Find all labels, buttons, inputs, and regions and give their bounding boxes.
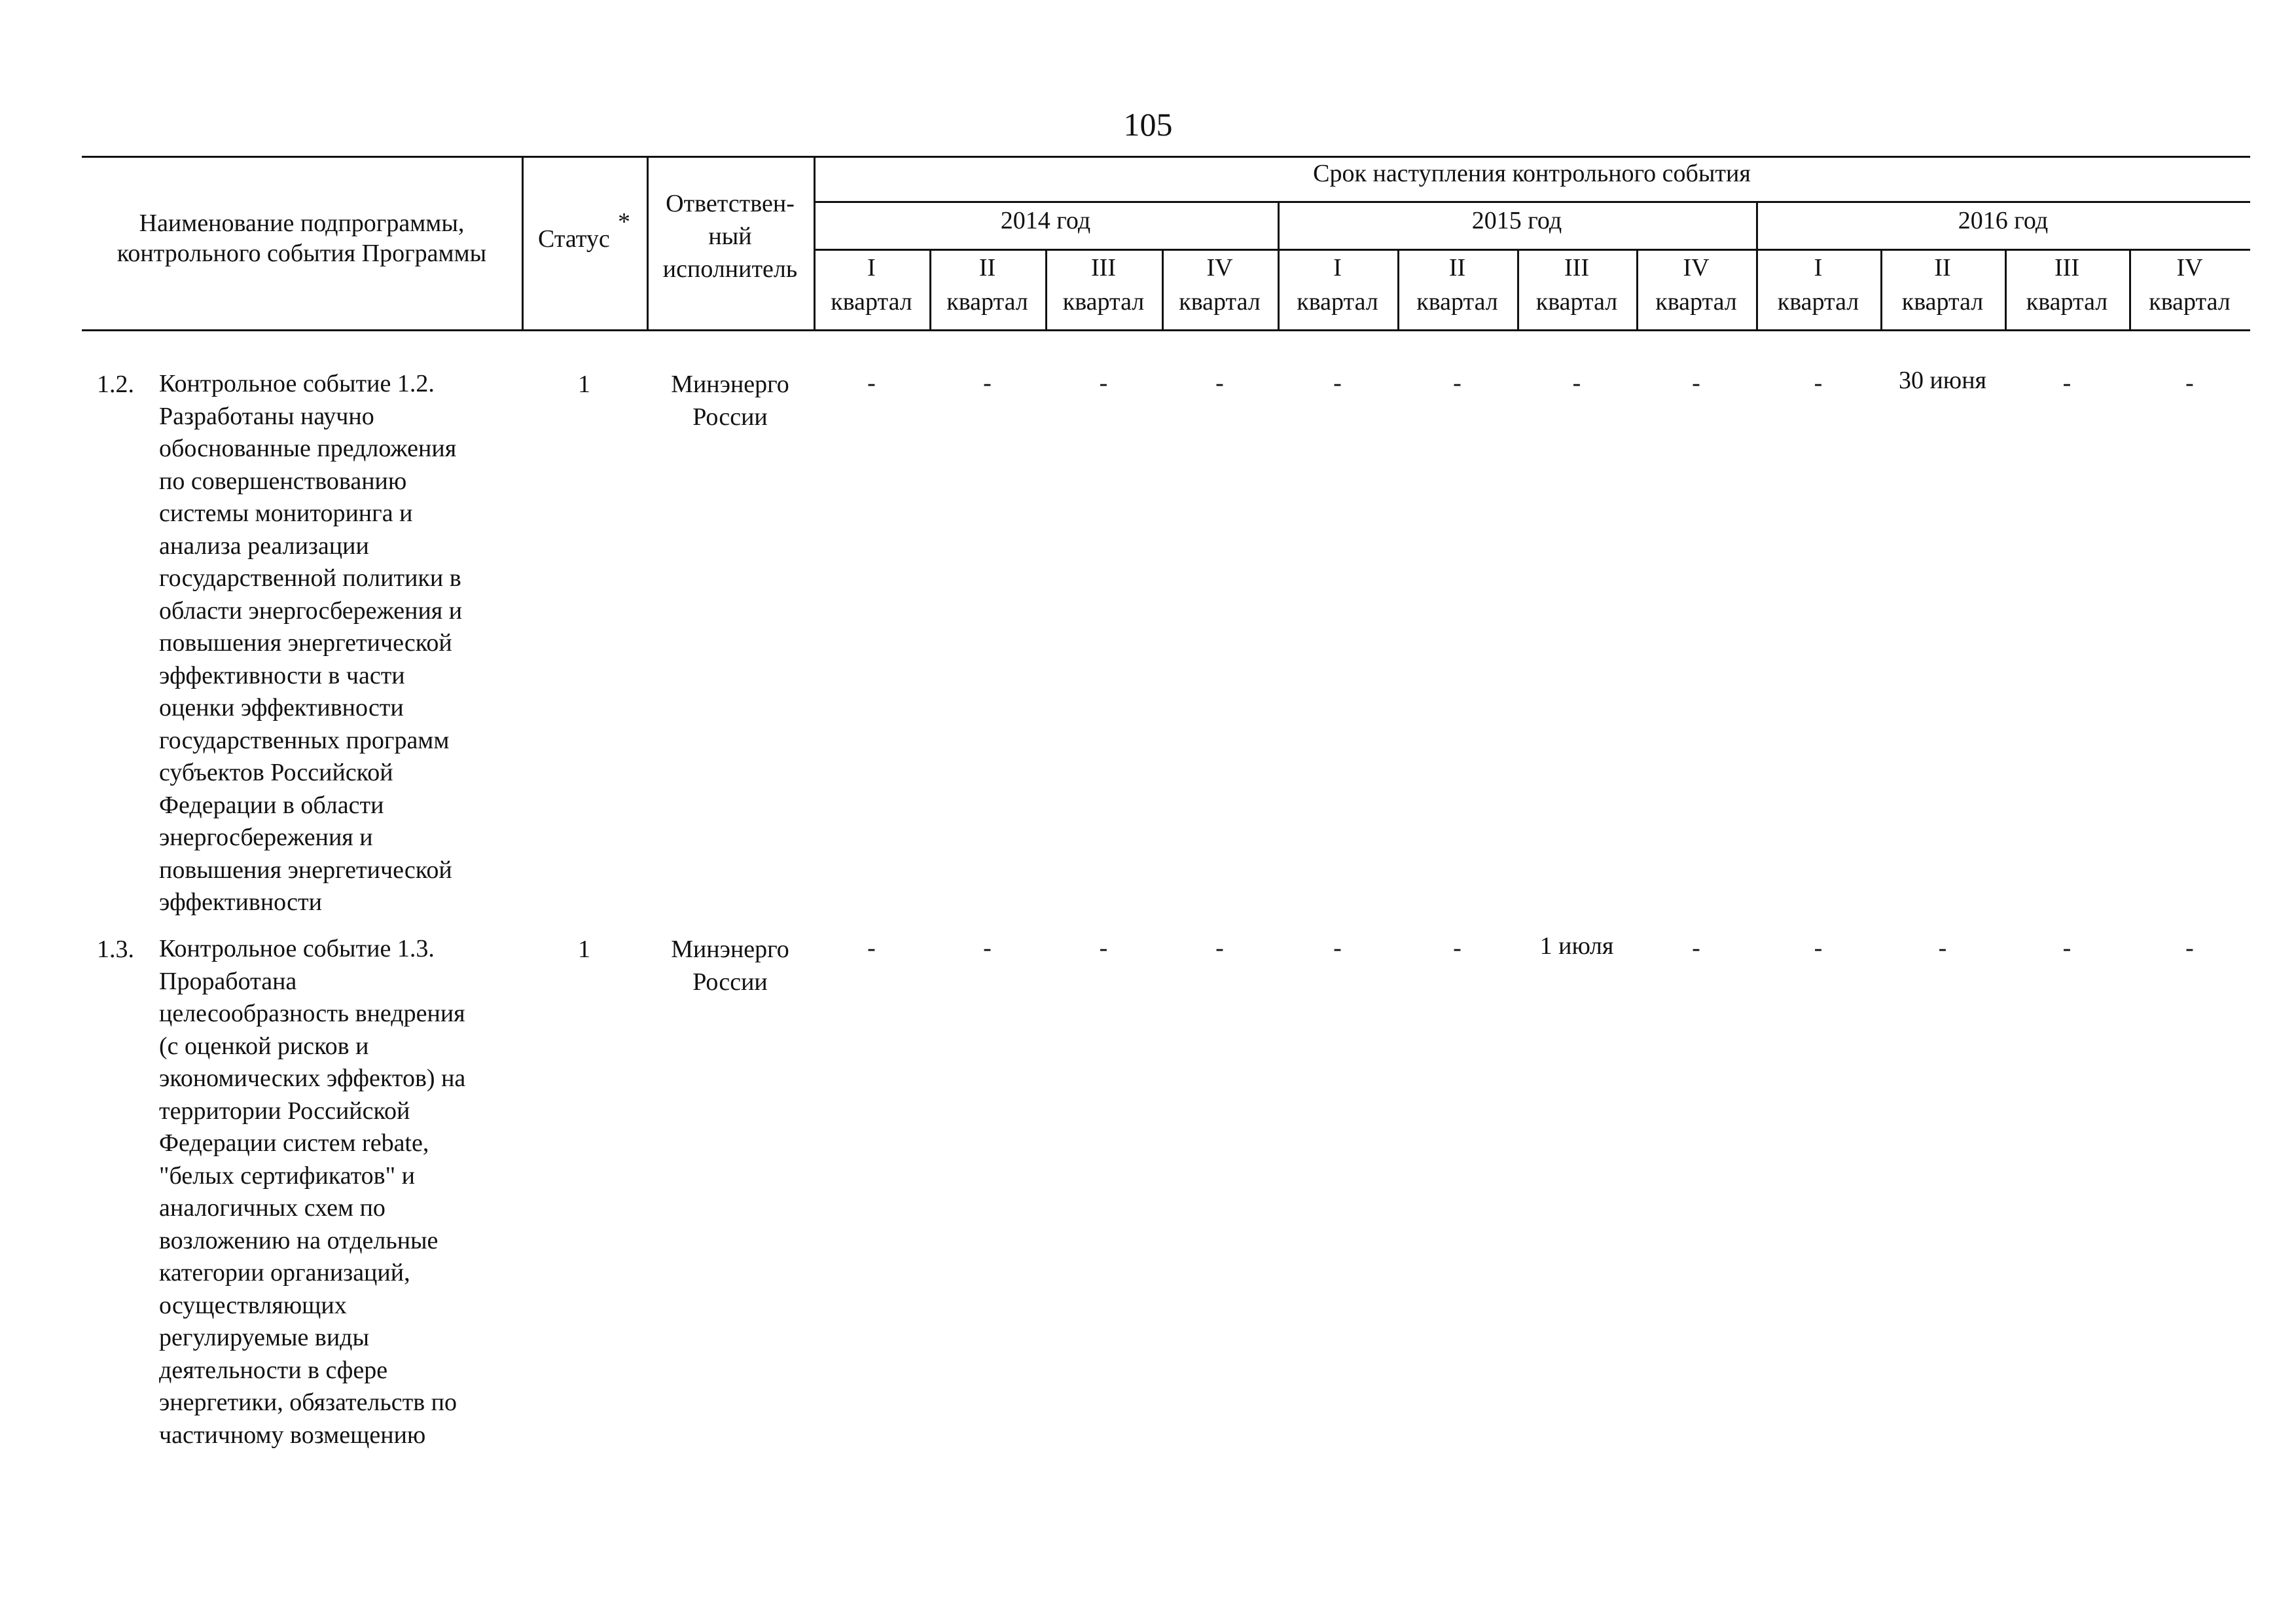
quarter-number: III	[1091, 254, 1116, 282]
quarter-value: -	[1333, 934, 1342, 962]
header-year-2016: 2016 год	[1958, 207, 2049, 234]
row-executor-line-1: Минэнерго	[671, 936, 789, 963]
row-text-line: энергетики, обязательств по	[159, 1389, 457, 1416]
row-text-line: целесообразность внедрения	[159, 1000, 465, 1027]
quarter-value: -	[1215, 369, 1224, 397]
row-text-line: повышения энергетической	[159, 629, 452, 657]
header-executor-line-3: исполнитель	[662, 255, 798, 283]
quarter-value: -	[2062, 934, 2072, 962]
quarter-label: квартал	[1062, 288, 1145, 316]
row-executor-line-2: России	[692, 403, 768, 431]
row-text-line: оценки эффективности	[159, 694, 404, 721]
row-text-line: (с оценкой рисков и	[159, 1032, 369, 1060]
row-text-line: эффективности	[159, 888, 322, 916]
row-text-line: "белых сертификатов" и	[159, 1161, 415, 1190]
quarter-value: -	[1215, 934, 1224, 962]
quarter-label: квартал	[1297, 288, 1378, 316]
header-name-line-1: Наименование подпрограммы,	[139, 210, 465, 237]
quarter-value: -	[1692, 934, 1700, 962]
header-deadline: Срок наступления контрольного события	[1313, 160, 1751, 187]
quarter-number: I	[1333, 254, 1342, 282]
row-text-line: системы мониторинга и	[159, 500, 413, 527]
years-rule	[814, 249, 2250, 251]
row-text-line: государственной политики в	[159, 564, 461, 592]
row-text-line: экономических эффектов) на	[159, 1065, 466, 1092]
row-text-line: возложению на отдельные	[159, 1226, 439, 1254]
quarter-label: квартал	[2026, 288, 2108, 316]
row-text-line: частичному возмещению	[159, 1421, 426, 1449]
deadline-rule	[814, 201, 2250, 203]
quarter-number: IV	[2176, 254, 2203, 282]
quarter-value: -	[1333, 369, 1342, 397]
header-executor-line-1: Ответствен-	[666, 190, 795, 217]
row-text-line: Контрольное событие 1.3.	[159, 935, 435, 962]
quarter-value: -	[1814, 934, 1823, 962]
header-year-2014: 2014 год	[1000, 207, 1091, 234]
row-text-line: энергосбережения и	[159, 824, 373, 851]
quarter-number: III	[2054, 254, 2079, 282]
quarter-value: -	[1814, 369, 1823, 397]
quarter-label: квартал	[2149, 288, 2231, 316]
quarter-value: 30 июня	[1898, 367, 1987, 394]
row-description	[159, 368, 462, 919]
row-text-line: эффективности в части	[159, 661, 405, 689]
header-status-mark: *	[618, 208, 630, 236]
row-text-line: Федерации в области	[159, 791, 384, 819]
header-year-2015: 2015 год	[1471, 207, 1562, 234]
quarter-label: квартал	[1777, 288, 1859, 316]
quarter-label: квартал	[1179, 288, 1261, 316]
quarter-label: квартал	[1416, 288, 1498, 316]
quarter-value: -	[2062, 369, 2072, 397]
header-bottom-rule	[82, 329, 2250, 331]
row-number: 1.3.	[97, 936, 134, 963]
row-status: 1	[578, 936, 590, 963]
quarter-value: -	[983, 369, 992, 397]
row-text-line: повышения энергетической	[159, 856, 452, 884]
quarter-number: III	[1564, 254, 1589, 282]
quarter-label: квартал	[1535, 288, 1618, 316]
quarter-value: 1 июля	[1539, 932, 1614, 960]
row-text-line: деятельности в сфере	[159, 1356, 388, 1384]
quarter-label: квартал	[1901, 288, 1984, 316]
row-text-line: Проработана	[159, 967, 297, 995]
row-executor-line-2: России	[692, 968, 768, 996]
quarter-number: I	[867, 254, 876, 282]
row-description	[159, 933, 465, 1451]
quarter-value: -	[1099, 369, 1108, 397]
page-number: 105	[1123, 106, 1173, 143]
row-text-line: по совершенствованию	[159, 467, 407, 495]
row-text-line: анализа реализации	[159, 532, 369, 560]
quarter-value: -	[867, 934, 876, 962]
quarter-number: II	[1448, 254, 1466, 282]
quarter-label: квартал	[946, 288, 1028, 316]
quarter-number: I	[1814, 254, 1823, 282]
header-executor-line-2: ный	[708, 223, 752, 250]
quarter-number: II	[978, 254, 996, 282]
row-text-line: аналогичных схем по	[159, 1194, 386, 1222]
quarter-value: -	[983, 934, 992, 962]
row-text-line: обоснованные предложения	[159, 435, 457, 462]
row-text-line: Контрольное событие 1.2.	[159, 370, 435, 397]
row-text-line: государственных программ	[159, 726, 450, 754]
row-text-line: территории Российской	[159, 1097, 410, 1125]
quarter-value: -	[1099, 934, 1108, 962]
quarter-value: -	[1938, 934, 1947, 962]
row-text-line: области энергосбережения и	[159, 596, 463, 625]
quarter-value: -	[2185, 369, 2194, 397]
row-text-line: Разработаны научно	[159, 402, 374, 430]
row-status: 1	[578, 371, 590, 398]
quarter-value: -	[1453, 369, 1462, 397]
row-number: 1.2.	[97, 371, 134, 398]
quarter-label: квартал	[831, 288, 912, 316]
row-text-line: субъектов Российской	[159, 759, 393, 786]
row-text-line: осуществляющих	[159, 1291, 347, 1319]
quarter-value: -	[2185, 934, 2194, 962]
row-executor-line-1: Минэнерго	[671, 371, 789, 398]
row-text-line: Федерации систем rebate,	[159, 1129, 429, 1157]
quarter-number: IV	[1206, 254, 1233, 282]
quarter-value: -	[1453, 934, 1462, 962]
col-divider	[522, 156, 524, 331]
quarter-number: II	[1934, 254, 1951, 282]
quarter-value: -	[1572, 369, 1581, 397]
quarter-value: -	[867, 369, 876, 397]
header-status: Статус	[538, 225, 610, 253]
header-name-line-2: контрольного события Программы	[117, 240, 487, 267]
quarter-number: IV	[1683, 254, 1710, 282]
quarter-label: квартал	[1655, 288, 1737, 316]
row-text-line: регулируемые виды	[159, 1324, 370, 1351]
quarter-value: -	[1692, 369, 1700, 397]
row-text-line: категории организаций,	[159, 1259, 410, 1286]
